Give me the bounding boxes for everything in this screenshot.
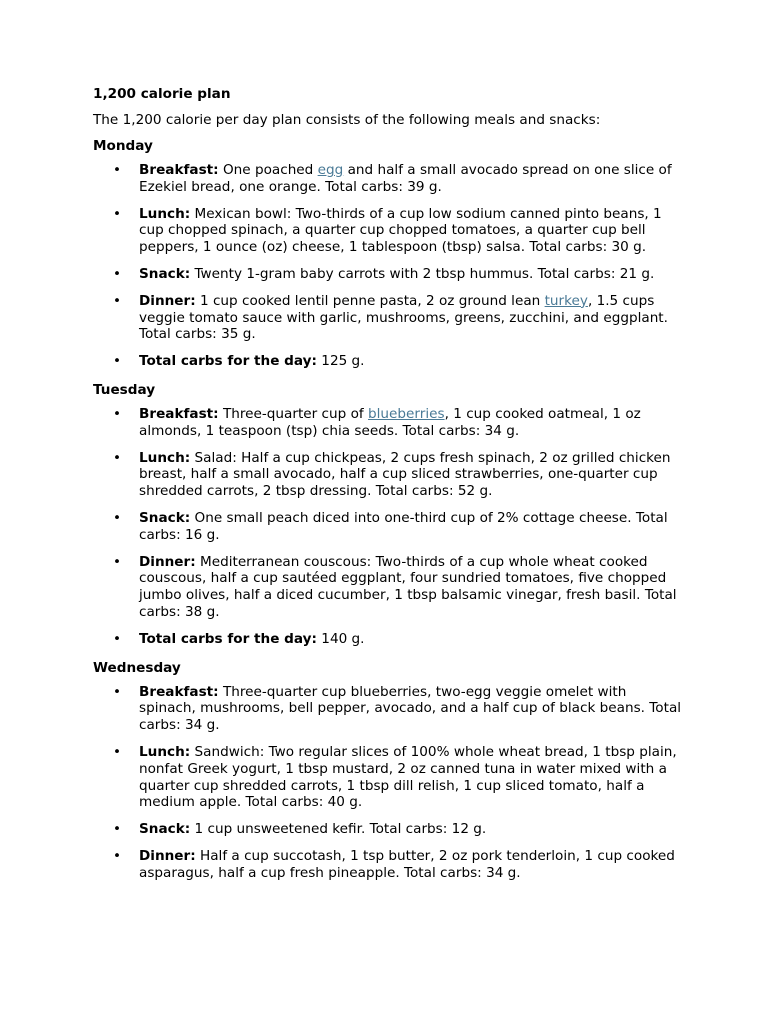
meal-text: and half a small avocado spread on one slice of Ezekiel bread, one orange. Total carbs: 39 g. [139, 162, 672, 195]
intro-paragraph: The 1,200 calorie per day plan consists of the following meals and snacks: [93, 112, 601, 128]
list-item-wednesday-breakfast [93, 684, 683, 734]
list-item-tuesday-lunch [93, 450, 683, 500]
meal-text: Three-quarter cup blueberries, two-egg veggie omelet with spinach, mushrooms, bell pepper, avocado, and a half cup of black beans. Total carbs: 34 g. [139, 683, 682, 734]
meal-text: 1 cup unsweetened kefir. Total carbs: 12 g. [190, 821, 487, 838]
turkey-link[interactable]: turkey [544, 292, 588, 309]
list-item-tuesday-dinner [93, 554, 683, 621]
list-item-wednesday-dinner [93, 848, 683, 882]
list-item-monday-dinner [93, 293, 683, 343]
day-heading-tuesday: Tuesday [93, 381, 156, 398]
meal-label: Lunch: [139, 743, 191, 760]
meal-label: Dinner: [139, 553, 196, 570]
meal-list-wednesday [93, 684, 683, 882]
meal-text: Sandwich: Two regular slices of 100% whole wheat bread, 1 tbsp plain, nonfat Greek yogurt, 1 tbsp mustard, 2 oz canned tuna in water mixed with a quarter cup shredded carrots, 1 tbsp dill relish, 1 cup sliced tomato, half a medium apple. Total carbs: 40 g. [139, 743, 677, 811]
meal-label: Lunch: [139, 205, 191, 222]
list-item-monday-lunch [93, 206, 683, 256]
meal-text: One small peach diced into one-third cup of 2% cottage cheese. Total carbs: 16 g. [139, 509, 668, 543]
meal-text: Mediterranean couscous: Two-thirds of a cup whole wheat cooked couscous, half a cup sautéed eggplant, four sundried tomatoes, five chopped jumbo olives, half a diced cucumber, 1 tbsp balsamic vinegar, fresh basil. Total carbs: 38 g. [139, 553, 677, 620]
meal-list-monday [93, 162, 683, 370]
meal-label: Snack: [139, 821, 191, 838]
list-item-tuesday-total [93, 631, 683, 648]
list-item-tuesday-snack [93, 510, 683, 544]
meal-text: Three-quarter cup of [218, 405, 369, 422]
meal-label: Dinner: [139, 847, 196, 864]
meal-text: 1 cup cooked lentil penne pasta, 2 oz ground lean [195, 292, 545, 309]
meal-text: , 1.5 cups veggie tomato sauce with garlic, mushrooms, greens, zucchini, and eggplant. Total carbs: 35 g. [139, 292, 668, 343]
document-title: 1,200 calorie plan [93, 86, 231, 102]
day-heading-monday: Monday [93, 138, 153, 154]
meal-label: Breakfast: [139, 162, 219, 178]
meal-label: Total carbs for the day: [139, 630, 317, 647]
meal-label: Snack: [139, 509, 191, 526]
list-item-monday-breakfast [93, 162, 683, 196]
meal-text: Twenty 1-gram baby carrots with 2 tbsp hummus. Total carbs: 21 g. [190, 265, 655, 282]
meal-label: Breakfast: [139, 683, 219, 700]
meal-label: Snack: [139, 265, 191, 282]
meal-label: Dinner: [139, 292, 196, 309]
meal-list-tuesday [93, 406, 683, 648]
document-body [93, 84, 683, 892]
meal-text: 125 g. [316, 353, 365, 370]
blueberries-link[interactable]: blueberries [368, 405, 445, 422]
egg-link[interactable]: egg [317, 162, 344, 178]
meal-text: Salad: Half a cup chickpeas, 2 cups fresh spinach, 2 oz grilled chicken breast, half a small avocado, half a cup sliced strawberries, one-quarter cup shredded carrots, 2 tbsp dressing. Total carbs: 52 g. [139, 449, 671, 500]
meal-text: Mexican bowl: Two-thirds of a cup low sodium canned pinto beans, 1 cup chopped spinach, a quarter cup chopped tomatoes, a quarter cup bell peppers, 1 ounce (oz) cheese, 1 tablespoon (tbsp) salsa. Total carbs: 30 g. [139, 205, 662, 256]
list-item-wednesday-snack [93, 821, 683, 838]
meal-text: , 1 cup cooked oatmeal, 1 oz almonds, 1 teaspoon (tsp) chia seeds. Total carbs: 34 g. [139, 405, 641, 439]
meal-label: Lunch: [139, 449, 191, 466]
list-item-tuesday-breakfast [93, 406, 683, 440]
list-item-wednesday-lunch [93, 744, 683, 811]
meal-label: Total carbs for the day: [139, 353, 317, 370]
meal-label: Breakfast: [139, 405, 219, 422]
meal-text: Half a cup succotash, 1 tsp butter, 2 oz pork tenderloin, 1 cup cooked asparagus, half a cup fresh pineapple. Total carbs: 34 g. [139, 847, 675, 881]
meal-text: 140 g. [316, 630, 365, 647]
list-item-monday-total [93, 353, 683, 370]
day-heading-wednesday: Wednesday [93, 659, 181, 676]
list-item-monday-snack [93, 266, 683, 283]
meal-text: One poached [218, 162, 318, 178]
